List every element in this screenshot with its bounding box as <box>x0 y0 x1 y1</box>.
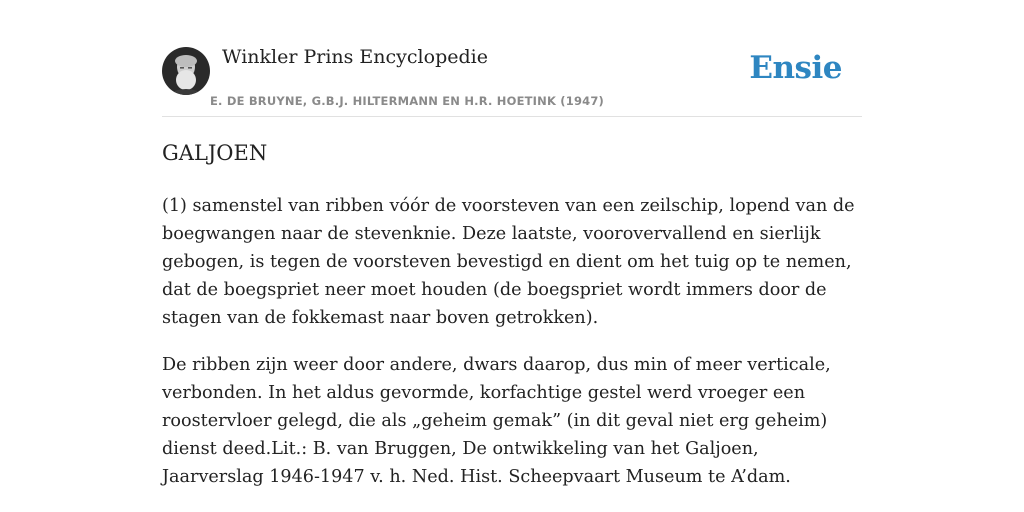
author-portrait-icon <box>162 47 210 95</box>
brand-logo-link[interactable]: Ensie <box>749 50 842 86</box>
entry-body <box>162 192 862 510</box>
authors-line: E. DE BRUYNE, G.B.J. HILTERMANN EN H.R. HOETINK (1947) <box>210 94 605 108</box>
entry-paragraph: (1) samenstel van ribben vóór de voorsteven van een zeilschip, lopend van de boegwangen naar de stevenknie. Deze laatste, voorovervallend en sierlijk gebogen, is tegen de voorsteven bevestigd en dient om het tuig op te nemen, dat de boegspriet neer moet houden (de boegspriet wordt immers door de stagen van de fokkemast naar boven getrokken). <box>162 196 855 328</box>
header <box>162 40 862 117</box>
site-title[interactable]: Winkler Prins Encyclopedie <box>222 46 488 68</box>
entry-headword: GALJOEN <box>162 141 268 165</box>
entry-paragraph: De ribben zijn weer door andere, dwars daarop, dus min of meer verticale, verbonden. In het aldus gevormde, korfachtige gestel werd vroeger een roostervloer gelegd, die als „geheim gemak” (in dit geval niet erg geheim) dienst deed.Lit.: B. van Bruggen, De ontwikkeling van het Galjoen, Jaarverslag 1946-1947 v. h. Ned. Hist. Scheepvaart Museum te A’dam. <box>162 355 831 487</box>
